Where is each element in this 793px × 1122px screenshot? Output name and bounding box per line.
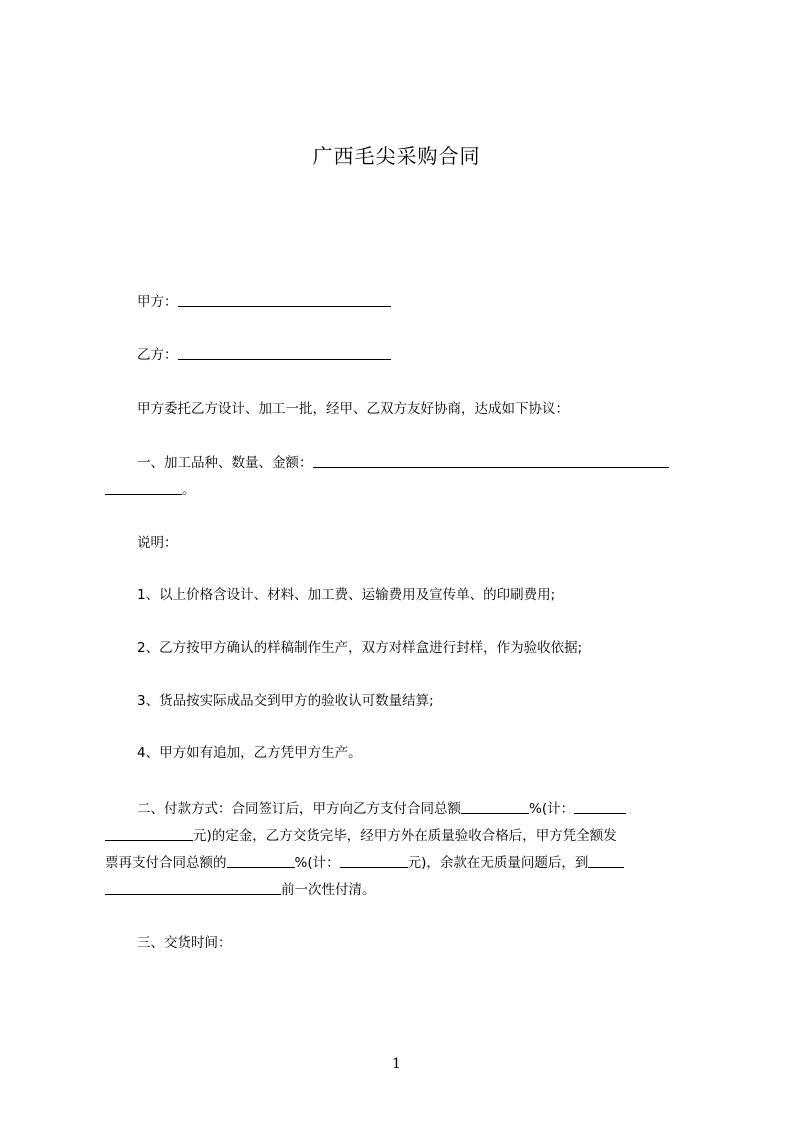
section2-text-5: %(计：	[294, 855, 340, 871]
section2-blank-date-b	[105, 880, 281, 895]
intro-paragraph: 甲方委托乙方设计、加工一批，经甲、乙双方友好协商，达成如下协议：	[137, 401, 569, 417]
party-a-label: 甲方：	[137, 294, 178, 310]
note-item-2: 2、乙方按甲方确认的样稿制作生产，双方对样盒进行封样，作为验收依据;	[137, 640, 583, 656]
section2-text-2: %(计：	[529, 801, 575, 817]
note-item-1: 1、以上价格含设计、材料、加工费、运输费用及宣传单、的印刷费用;	[137, 587, 556, 603]
party-b-blank	[178, 345, 391, 360]
section1-line1	[137, 453, 669, 473]
section2-text-3: 元)的定金，乙方交货完毕，经甲方外在质量验收合格后，甲方凭全额发	[193, 828, 617, 844]
section1-blank-2	[105, 480, 182, 495]
section2-text-7: 前一次性付清。	[281, 882, 376, 898]
section1-line2	[105, 480, 196, 500]
section2-line3	[105, 853, 624, 873]
page-number: 1	[392, 1056, 401, 1072]
section2-blank-date-a	[588, 853, 624, 868]
section2-blank-amount-1b	[105, 826, 193, 841]
note-item-3: 3、货品按实际成品交到甲方的验收认可数量结算;	[137, 693, 434, 709]
note-item-4: 4、甲方如有追加，乙方凭甲方生产。	[137, 745, 362, 761]
section2-blank-amount-1a	[574, 799, 626, 814]
section2-blank-percent-1	[461, 799, 529, 814]
section2-text-6: 元)，余款在无质量问题后，到	[407, 855, 589, 871]
party-b-label: 乙方：	[137, 347, 178, 363]
section2-line4	[105, 880, 376, 900]
section2-text-4: 票再支付合同总额的	[105, 855, 227, 871]
section3-heading: 三、交货时间：	[137, 935, 232, 951]
section1-end: 。	[182, 482, 196, 498]
section2-text-1: 二、付款方式：合同签订后，甲方向乙方支付合同总额	[137, 801, 461, 817]
section2-blank-amount-2	[340, 853, 408, 868]
party-b-line	[137, 345, 391, 365]
section1-heading: 一、加工品种、数量、金额：	[137, 455, 313, 471]
party-a-line	[137, 292, 391, 312]
notes-label: 说明：	[137, 535, 178, 551]
document-title: 广西毛尖采购合同	[312, 144, 481, 168]
section2-line2	[105, 826, 617, 846]
section1-blank-1	[313, 453, 669, 468]
party-a-blank	[178, 292, 391, 307]
section2-line1	[137, 799, 626, 819]
section2-blank-percent-2	[227, 853, 295, 868]
